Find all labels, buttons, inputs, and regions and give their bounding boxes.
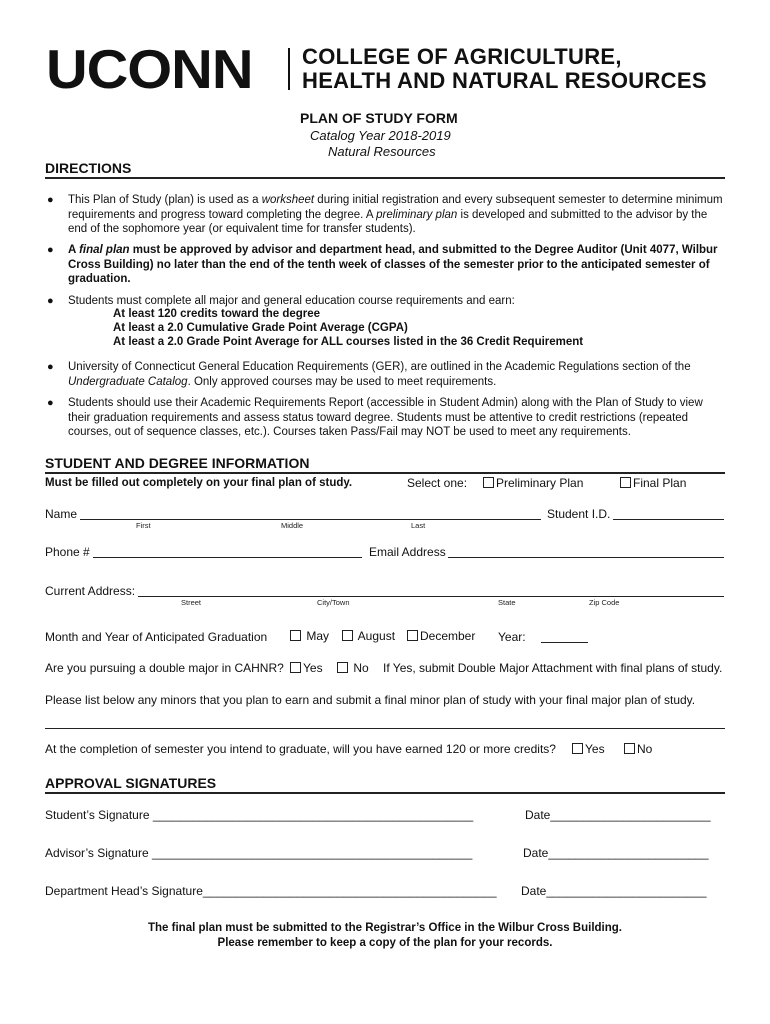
college-name-line2: HEALTH AND NATURAL RESOURCES <box>302 68 707 93</box>
bullet: ● <box>47 397 54 409</box>
requirement-cgpa: At least a 2.0 Cumulative Grade Point Average (CGPA) <box>113 322 408 334</box>
city-caption: City/Town <box>317 598 350 607</box>
phone-label: Phone # <box>45 545 90 559</box>
program-name: Natural Resources <box>328 144 436 159</box>
student-info-heading: STUDENT AND DEGREE INFORMATION <box>45 455 310 471</box>
august-option[interactable]: August <box>342 629 395 643</box>
ucon-logo <box>46 38 736 100</box>
direction-paragraph-2: A final plan must be approved by advisor and department head, and submitted to the Degree Auditor (Unit 4077, Wilbur Cross Building) no later than the end of the tenth week of classes of the semester prior to the anticipated semester of graduation. <box>68 244 718 285</box>
footer-line-2: Please remember to keep a copy of the plan for your records. <box>217 937 553 949</box>
credits-yes-option[interactable]: Yes <box>572 742 605 756</box>
select-one-label: Select one: <box>407 476 468 490</box>
student-info-rule <box>45 472 725 474</box>
approval-heading: APPROVAL SIGNATURES <box>45 775 217 791</box>
directions-rule <box>45 177 725 179</box>
form-title: PLAN OF STUDY FORM <box>300 110 458 126</box>
direction-paragraph-3: Students must complete all major and general education course requirements and earn: <box>68 295 515 307</box>
may-option[interactable]: May <box>290 629 329 643</box>
requirement-credits: At least 120 credits toward the degree <box>113 308 321 320</box>
requirement-36-credit-gpa: At least a 2.0 Grade Point Average for ALL courses listed in the 36 Credit Requirement <box>113 336 584 348</box>
zip-caption: Zip Code <box>589 598 620 607</box>
credits-no-checkbox[interactable] <box>624 743 635 754</box>
double-major-no-checkbox[interactable] <box>337 662 348 673</box>
address-label: Current Address: <box>45 584 136 598</box>
credits-no-option[interactable]: No <box>624 742 652 756</box>
student-id-field[interactable] <box>613 519 724 520</box>
first-name-caption: First <box>136 521 151 530</box>
minors-prompt: Please list below any minors that you plan to earn and submit a final minor plan of study with your final major plan of study. <box>45 693 696 707</box>
state-caption: State <box>498 598 516 607</box>
student-signature-date[interactable]: Date________________________ <box>525 808 711 822</box>
email-label: Email Address <box>369 545 446 559</box>
august-checkbox[interactable] <box>342 630 353 641</box>
last-name-caption: Last <box>411 521 426 530</box>
catalog-year: Catalog Year 2018-2019 <box>310 128 451 143</box>
bullet: ● <box>47 295 54 307</box>
december-checkbox[interactable] <box>407 630 418 641</box>
credits-yes-checkbox[interactable] <box>572 743 583 754</box>
credits-question: At the completion of semester you intend to graduate, will you have earned 120 or more credits? <box>45 742 556 756</box>
dept-head-signature-line[interactable]: Department Head’s Signature____________________________________________ <box>45 884 497 898</box>
may-checkbox[interactable] <box>290 630 301 641</box>
final-plan-checkbox[interactable] <box>620 477 631 488</box>
logo-wordmark: UCONN <box>46 38 253 100</box>
bullet: ● <box>47 244 54 256</box>
approval-rule <box>45 792 725 794</box>
double-major-no-option[interactable]: No <box>337 661 369 675</box>
street-caption: Street <box>181 598 202 607</box>
name-label: Name <box>45 507 78 521</box>
double-major-yes-checkbox[interactable] <box>290 662 301 673</box>
december-option[interactable]: December <box>407 629 475 643</box>
footer-line-1: The final plan must be submitted to the Registrar’s Office in the Wilbur Cross Building. <box>148 922 622 934</box>
email-field[interactable] <box>448 557 724 558</box>
direction-paragraph-1: This Plan of Study (plan) is used as a worksheet during initial registration and every subsequent semester to determine minimum requirements and progress toward completing the degree. A preliminary plan is developed and submitted to the advisor by the end of the sophomore year (or equivalent time for transfer students). <box>68 194 723 235</box>
address-field[interactable] <box>138 596 724 597</box>
final-plan-option[interactable]: Final Plan <box>620 476 686 490</box>
graduation-label: Month and Year of Anticipated Graduation <box>45 630 268 644</box>
dept-head-signature-date[interactable]: Date________________________ <box>521 884 707 898</box>
student-id-label: Student I.D. <box>547 507 611 521</box>
double-major-note: If Yes, submit Double Major Attachment with final plans of study. <box>383 661 723 675</box>
directions-heading: DIRECTIONS <box>45 160 132 176</box>
bullet: ● <box>47 361 54 373</box>
direction-paragraph-4: University of Connecticut General Education Requirements (GER), are outlined in the Academic Regulations section of the Undergraduate Catalog. Only approved courses may be used to meet requirements. <box>68 361 691 388</box>
student-signature-line[interactable]: Student’s Signature ________________________________________________ <box>45 808 474 822</box>
double-major-yes-option[interactable]: Yes <box>290 661 323 675</box>
bullet: ● <box>47 194 54 206</box>
advisor-signature-date[interactable]: Date________________________ <box>523 846 709 860</box>
phone-field[interactable] <box>93 557 362 558</box>
middle-name-caption: Middle <box>281 521 304 530</box>
year-field[interactable] <box>541 642 588 643</box>
must-fill-note: Must be filled out completely on your final plan of study. <box>45 477 353 489</box>
direction-paragraph-5: Students should use their Academic Requirements Report (accessible in Student Admin) along with the Plan of Study to view their graduation requirements and assess status toward degree. Students must be attentive to credit restrictions (repeated courses, out of sequence classes, etc.). Courses taken Pass/Fail may NOT be used to meet any requirements. <box>68 397 703 438</box>
name-field[interactable] <box>80 519 541 520</box>
logo-divider <box>288 48 290 90</box>
double-major-question: Are you pursuing a double major in CAHNR? <box>45 661 284 675</box>
preliminary-plan-option[interactable]: Preliminary Plan <box>483 476 583 490</box>
advisor-signature-line[interactable]: Advisor’s Signature ________________________________________________ <box>45 846 473 860</box>
year-label: Year: <box>498 630 526 644</box>
preliminary-plan-checkbox[interactable] <box>483 477 494 488</box>
college-name-line1: COLLEGE OF AGRICULTURE, <box>302 44 622 69</box>
minors-field[interactable] <box>45 728 725 729</box>
